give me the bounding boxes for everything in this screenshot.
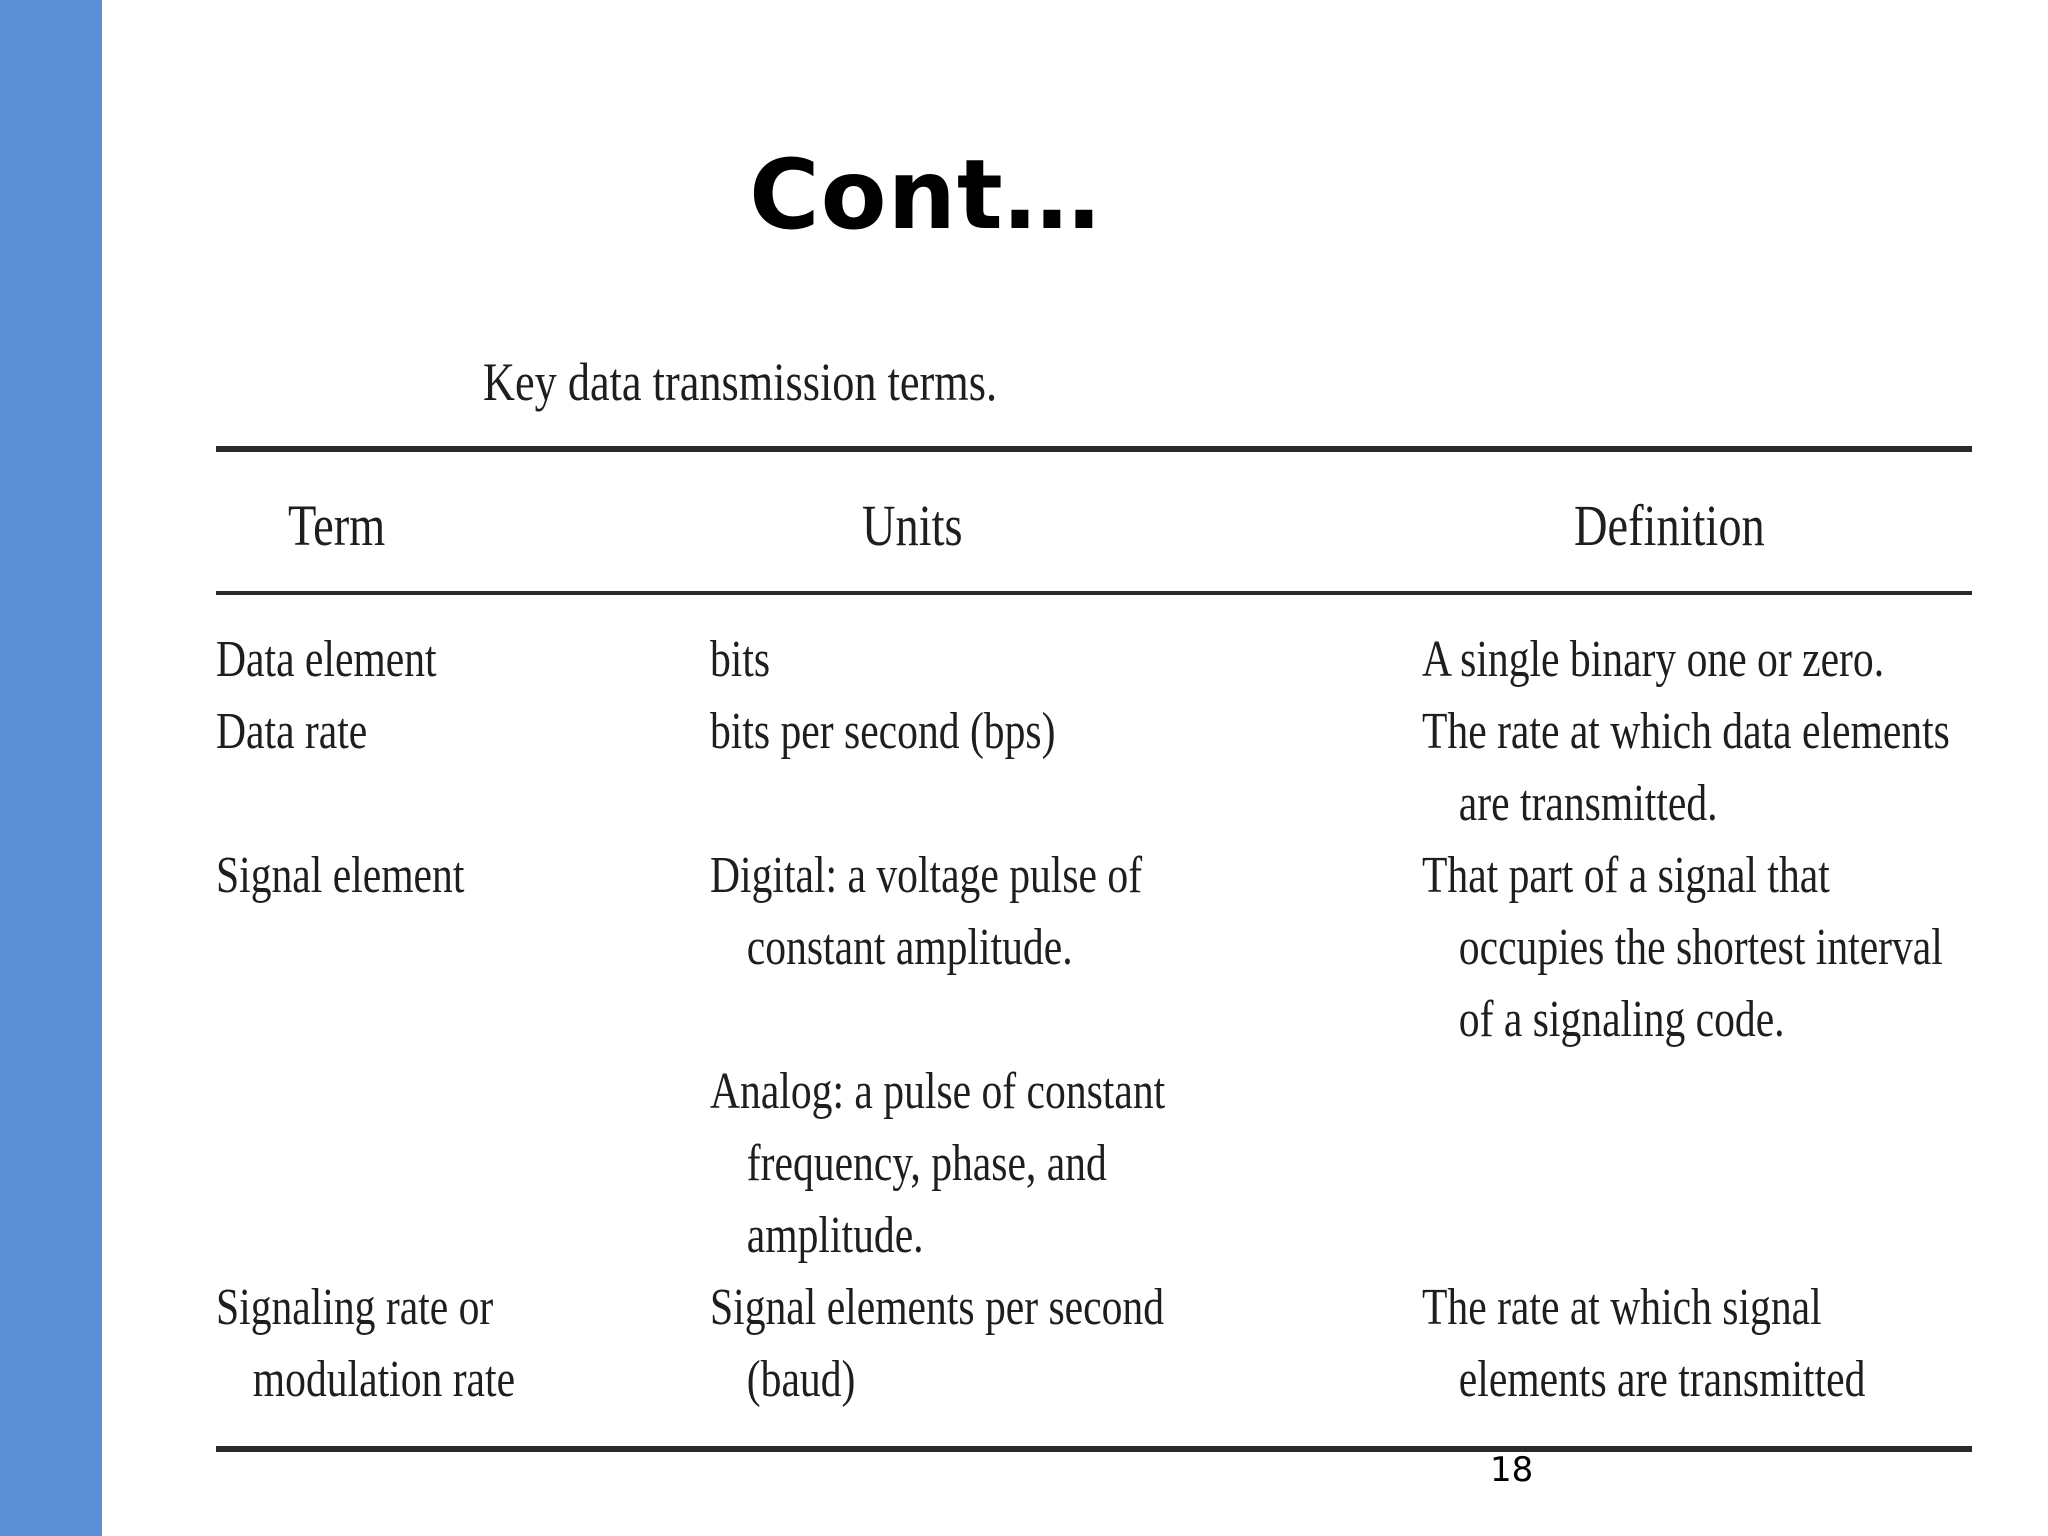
table-top-rule — [216, 446, 1972, 452]
definition-text: The rate at which signal — [1422, 1279, 1822, 1336]
header-units: Units — [862, 493, 963, 558]
definition-cell — [1422, 696, 1950, 840]
table-bottom-rule — [216, 1446, 1972, 1452]
units-text: frequency, phase, and — [746, 1135, 1107, 1192]
units-text: Signal elements per second — [710, 1279, 1165, 1336]
term-cell — [216, 840, 464, 912]
term-text: Signaling rate or — [216, 1279, 494, 1336]
term-text: Data rate — [216, 703, 368, 760]
definition-text: elements are transmitted — [1458, 1351, 1866, 1408]
definition-text: of a signaling code. — [1458, 991, 1785, 1048]
table-header-rule — [216, 591, 1972, 595]
definition-cell — [1422, 840, 1943, 1056]
term-text: modulation rate — [252, 1351, 516, 1408]
page-number: 18 — [1490, 1450, 1534, 1490]
units-text: bits per second (bps) — [710, 703, 1056, 760]
header-definition: Definition — [1574, 493, 1765, 558]
definition-text: That part of a signal that — [1422, 847, 1830, 904]
definition-text: occupies the shortest interval — [1458, 919, 1943, 976]
term-cell — [216, 696, 367, 768]
definition-text: are transmitted. — [1458, 775, 1718, 832]
units-text: constant amplitude. — [746, 919, 1073, 976]
units-text: Analog: a pulse of constant — [710, 1063, 1166, 1120]
definition-cell — [1422, 1272, 1865, 1416]
definition-cell — [1422, 624, 1884, 696]
table-caption: Key data transmission terms. — [483, 352, 998, 412]
units-cell — [710, 624, 770, 696]
term-cell — [216, 624, 437, 696]
units-cell — [710, 840, 1165, 1272]
side-accent-bar — [0, 0, 102, 1536]
definition-text: The rate at which data elements — [1422, 703, 1950, 760]
units-text: (baud) — [746, 1351, 856, 1408]
units-text: bits — [710, 631, 771, 688]
term-text: Data element — [216, 631, 437, 688]
term-text: Signal element — [216, 847, 465, 904]
slide-title: Cont… — [749, 139, 1101, 251]
units-cell — [710, 696, 1055, 768]
definition-text: A single binary one or zero. — [1422, 631, 1885, 688]
units-text: amplitude. — [746, 1207, 924, 1264]
units-text: Digital: a voltage pulse of — [710, 847, 1143, 904]
header-term: Term — [288, 493, 386, 558]
units-cell — [710, 1272, 1164, 1416]
term-cell — [216, 1272, 515, 1416]
